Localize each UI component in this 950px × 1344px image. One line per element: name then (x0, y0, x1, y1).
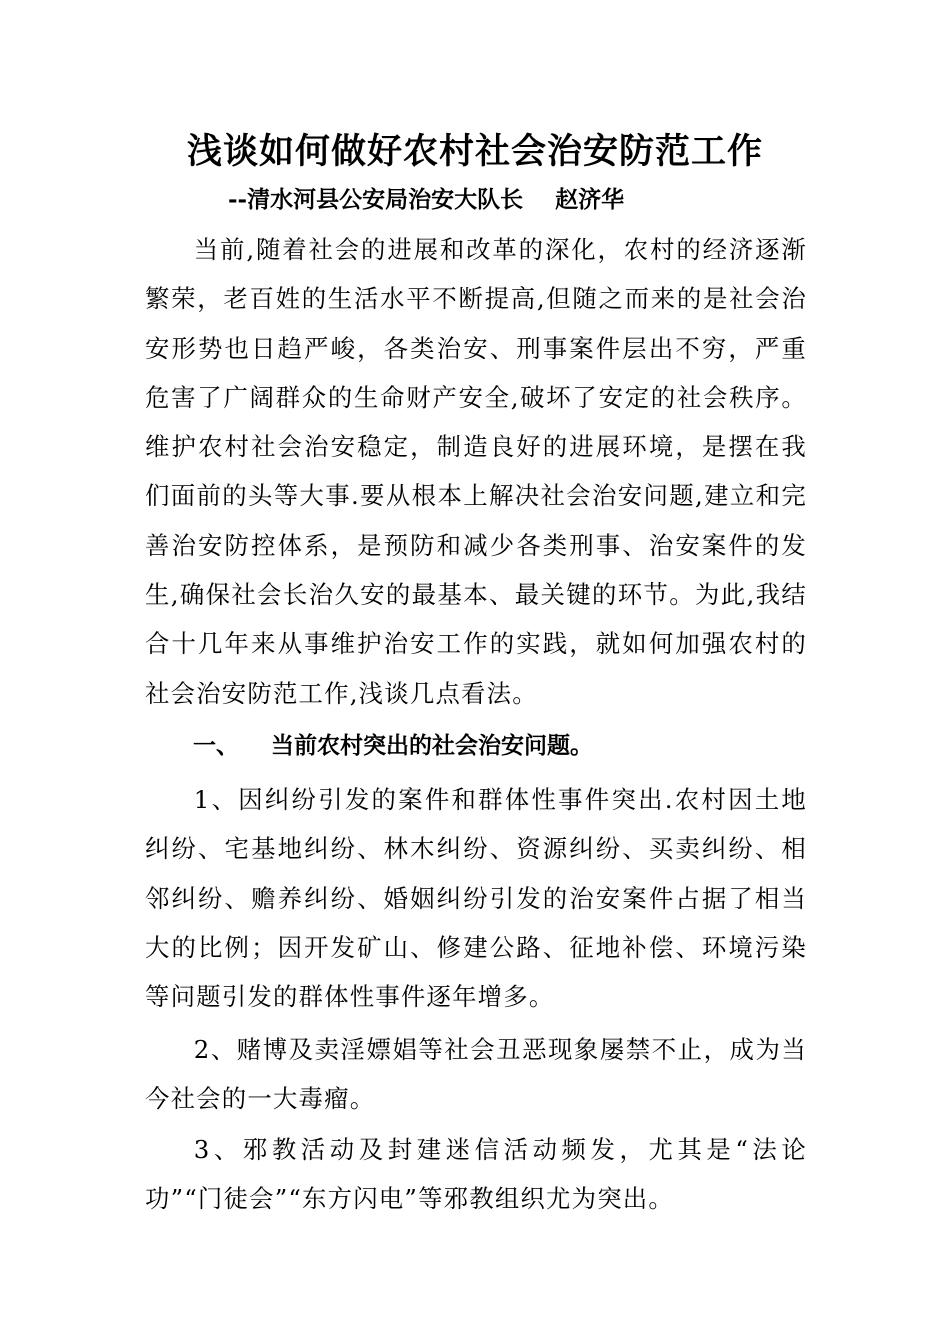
section-heading: 一、 当前农村突出的社会治安问题。 (193, 733, 594, 759)
list-item-2: 2、赌博及卖淫嫖娼等社会丑恶现象屡禁不止，成为当今社会的一大毒瘤。 (145, 1035, 807, 1114)
list-item-3: 3、邪教活动及封建迷信活动频发，尤其是“法论功”“门徒会”“东方闪电”等邪教组织尤为突出。 (145, 1135, 807, 1214)
document-title: 浅谈如何做好农村社会治安防范工作 (186, 132, 763, 172)
list-item-1: 1、因纠纷引发的案件和群体性事件突出.农村因土地纠纷、宅基地纠纷、林木纠纷、资源纠纷、买卖纠纷、相邻纠纷、赡养纠纷、婚姻纠纷引发的治安案件占据了相当大的比例；因开发矿山、修建公路、征地补偿、环境污染等问题引发的群体性事件逐年增多。 (145, 785, 807, 1012)
intro-paragraph: 当前,随着社会的进展和改革的深化，农村的经济逐渐繁荣，老百姓的生活水平不断提高,但随之而来的是社会治安形势也日趋严峻，各类治安、刑事案件层出不穷，严重危害了广阔群众的生命财产安全,破坏了安定的社会秩序。维护农村社会治安稳定，制造良好的进展环境，是摆在我们面前的头等大事.要从根本上解决社会治安问题,建立和完善治安防控体系，是预防和减少各类刑事、治安案件的发生,确保社会长治久安的最基本、最关键的环节。为此,我结合十几年来从事维护治安工作的实践，就如何加强农村的社会治安防范工作,浅谈几点看法。 (145, 235, 807, 708)
document-subtitle: --清水河县公安局治安大队长 赵济华 (228, 186, 625, 213)
